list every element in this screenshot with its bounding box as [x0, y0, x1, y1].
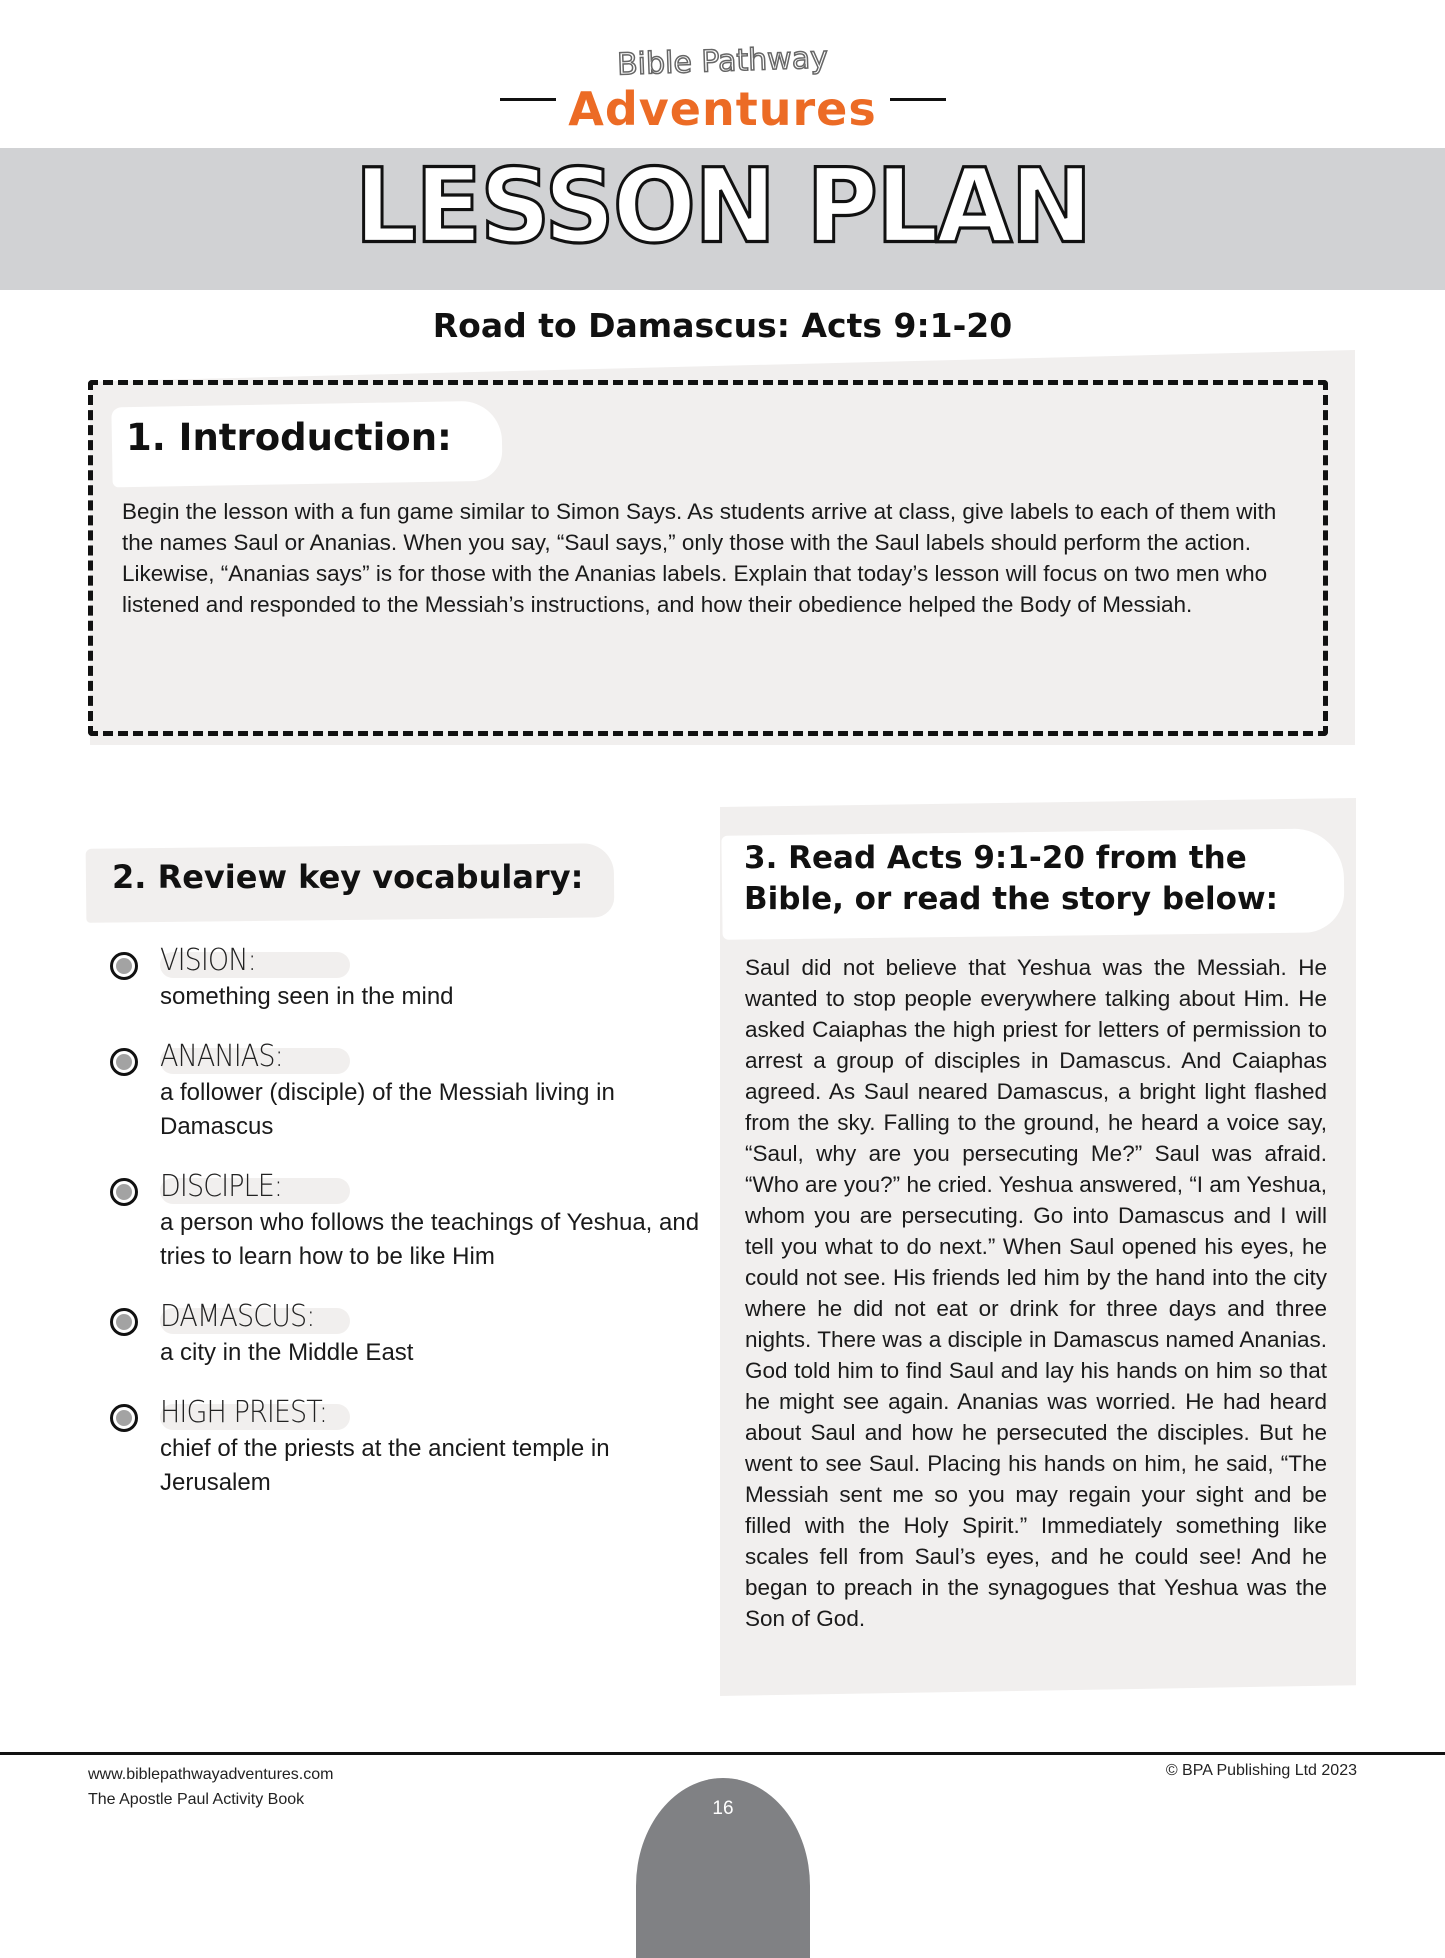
radio-bullet-icon [110, 1178, 138, 1206]
radio-bullet-icon [110, 1404, 138, 1432]
footer-left [88, 1762, 333, 1812]
intro-text: Begin the lesson with a fun game similar to Simon Says. As students arrive at class, give labels to each of them with the names Saul or Ananias. When you say, “Saul says,” only those with the Saul labels should perform the action. Likewise, “Ananias says” is for those with the Ananias labels. Explain that today’s lesson will focus on two men who listened and responded to the Messiah’s instructions, and how their obedience helped the Body of Messiah. [122, 499, 1277, 617]
logo-line-2: Adventures [568, 82, 877, 136]
footer-website-link[interactable]: www.biblepathwayadventures.com [88, 1766, 334, 1783]
footer-rule [0, 1752, 1445, 1755]
story-text: Saul did not believe that Yeshua was the Messiah. He wanted to stop people everywhere talking about Him. He asked Caiaphas the high priest for letters of permission to arrest a group of disciples in Damascus. And Caiaphas agreed. As Saul neared Damascus, a bright light flashed from the sky. Falling to the ground, he heard a voice say, “Saul, why are you persecuting Me?” Saul was afraid. “Who are you?” he cried. Yeshua answered, “I am Yeshua, whom you are persecuting. Go into Damascus and I will tell you what to do next.” When Saul opened his eyes, he could not see. His friends led him by the hand into the city where he did not eat or drink for three days and three nights. There was a disciple in Damascus named Ananias. God told him to find Saul and lay his hands on him so that he might see again. Ananias was worried. He had heard about Saul and how he persecuted the disciples. But he went to see Saul. Placing his hands on him, he said, “The Messiah sent me so you may regain your sight and be filled with the Holy Spirit.” Immediately something like scales fell from Saul’s eyes, and he could see! And he began to preach in the synagogues that Yeshua was the Son of God. [745, 955, 1327, 1631]
vocab-definition: chief of the priests at the ancient temple in Jerusalem [160, 1435, 610, 1496]
vocab-heading: 2. Review key vocabulary: [112, 858, 584, 896]
page-number: 16 [712, 1798, 734, 1819]
vocab-term: HIGH PRIEST: [160, 1395, 328, 1430]
footer-copyright: © BPA Publishing Ltd 2023 [1165, 1762, 1357, 1779]
vocab-item-ananias [106, 1038, 716, 1144]
vocab-definition: a follower (disciple) of the Messiah living in Damascus [160, 1079, 615, 1140]
lesson-subtitle: Road to Damascus: Acts 9:1-20 [432, 306, 1013, 345]
vocab-item-high-priest [106, 1394, 716, 1500]
vocab-term: VISION: [160, 943, 256, 978]
intro-heading: 1. Introduction: [126, 416, 452, 459]
radio-bullet-icon [110, 1048, 138, 1076]
vocab-item-vision [106, 942, 716, 1014]
vocab-definition: a person who follows the teachings of Yeshua, and tries to learn how to be like Him [160, 1209, 700, 1270]
vocab-term: ANANIAS: [160, 1039, 283, 1074]
vocab-definition: something seen in the mind [160, 983, 454, 1010]
vocab-term: DISCIPLE: [160, 1169, 283, 1204]
vocab-item-disciple [106, 1168, 716, 1274]
page-title: LESSON PLAN [354, 147, 1091, 267]
radio-bullet-icon [110, 952, 138, 980]
vocab-term: DAMASCUS: [160, 1299, 315, 1334]
vocab-item-damascus [106, 1298, 716, 1370]
footer-book-title: The Apostle Paul Activity Book [88, 1791, 305, 1808]
vocab-list [106, 942, 716, 1524]
logo-line-1: Bible Pathway [616, 40, 829, 83]
radio-bullet-icon [110, 1308, 138, 1336]
story-heading: 3. Read Acts 9:1-20 from the Bible, or read the story below: [744, 840, 1278, 917]
vocab-definition: a city in the Middle East [160, 1339, 414, 1366]
